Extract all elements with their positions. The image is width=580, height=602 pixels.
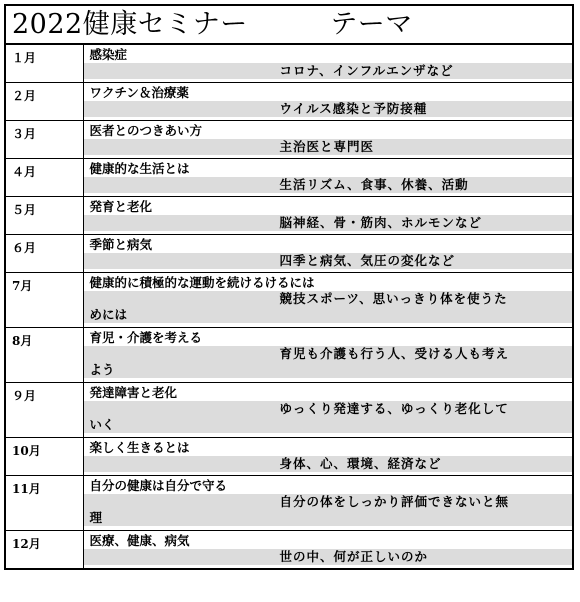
table-row: [5, 273, 573, 328]
topic-subtitle: コロナ、インフルエンザなど: [84, 63, 573, 79]
topic-cell: [83, 45, 573, 83]
table-row: [5, 159, 573, 197]
month-cell: 12月: [5, 531, 83, 569]
seminar-sheet: [4, 4, 574, 570]
table-row: [5, 438, 573, 476]
topic-title: 発育と老化: [89, 199, 153, 214]
topic-title: ワクチン＆治療薬: [89, 85, 189, 100]
topic-subtitle: ゆっくり発達する、ゆっくり老化して: [84, 401, 573, 417]
topic-subtitle-continued: めには: [84, 307, 573, 323]
theme-table: [4, 44, 574, 570]
table-row: [5, 383, 573, 438]
topic-title: 健康的な生活とは: [89, 161, 190, 176]
topic-subtitle-continued: 理: [84, 510, 573, 526]
month-cell: 10月: [5, 438, 83, 476]
month-cell: 11月: [5, 476, 83, 531]
table-row: [5, 121, 573, 159]
month-cell: 8月: [5, 328, 83, 383]
topic-subtitle-continued: よう: [84, 362, 573, 378]
topic-title: 医者とのつきあい方: [89, 123, 203, 138]
topic-subtitle: 育児も介護も行う人、受ける人も考え: [84, 346, 573, 362]
topic-subtitle: 身体、心、環境、経済など: [84, 456, 573, 472]
topic-subtitle-continued: いく: [84, 417, 573, 433]
topic-subtitle: 自分の体をしっかり評価できないと無: [84, 494, 573, 510]
topic-cell: [83, 476, 573, 531]
table-row: [5, 197, 573, 235]
topic-cell: [83, 383, 573, 438]
table-row: [5, 328, 573, 383]
topic-cell: [83, 197, 573, 235]
topic-cell: [83, 235, 573, 273]
table-row: [5, 83, 573, 121]
table-row: [5, 476, 573, 531]
topic-subtitle: 四季と病気、気圧の変化など: [84, 253, 573, 269]
month-cell: ５月: [5, 197, 83, 235]
topic-cell: [83, 83, 573, 121]
topic-subtitle: ウイルス感染と予防接種: [84, 101, 573, 117]
month-cell: ２月: [5, 83, 83, 121]
topic-subtitle: 世の中、何が正しいのか: [84, 549, 573, 565]
topic-subtitle: 生活リズム、食事、休養、活動: [84, 177, 573, 193]
topic-cell: [83, 328, 573, 383]
month-cell: ９月: [5, 383, 83, 438]
topic-subtitle: 競技スポーツ、思いっきり体を使うた: [84, 291, 573, 307]
topic-cell: [83, 121, 573, 159]
topic-cell: [83, 438, 573, 476]
topic-title: 楽しく生きるとは: [89, 440, 190, 455]
theme-table-body: [5, 45, 573, 569]
table-row: [5, 531, 573, 569]
month-cell: １月: [5, 45, 83, 83]
month-cell: ６月: [5, 235, 83, 273]
topic-subtitle: 脳神経、骨・筋肉、ホルモンなど: [84, 215, 573, 231]
month-cell: ４月: [5, 159, 83, 197]
topic-subtitle: 主治医と専門医: [84, 139, 573, 155]
table-row: [5, 235, 573, 273]
topic-title: 育児・介護を考える: [89, 330, 203, 345]
topic-title: 健康的に積極的な運動を続けるけるには: [89, 275, 315, 290]
topic-title: 医療、健康、病気: [89, 533, 190, 548]
topic-title: 自分の健康は自分で守る: [89, 478, 228, 493]
month-cell: ３月: [5, 121, 83, 159]
page-title: 2022健康セミナー テーマ: [4, 4, 574, 44]
topic-cell: [83, 159, 573, 197]
topic-title: 感染症: [89, 47, 128, 62]
topic-title: 季節と病気: [89, 237, 153, 252]
table-row: [5, 45, 573, 83]
topic-cell: [83, 531, 573, 569]
topic-title: 発達障害と老化: [89, 385, 178, 400]
month-cell: 7月: [5, 273, 83, 328]
topic-cell: [83, 273, 573, 328]
